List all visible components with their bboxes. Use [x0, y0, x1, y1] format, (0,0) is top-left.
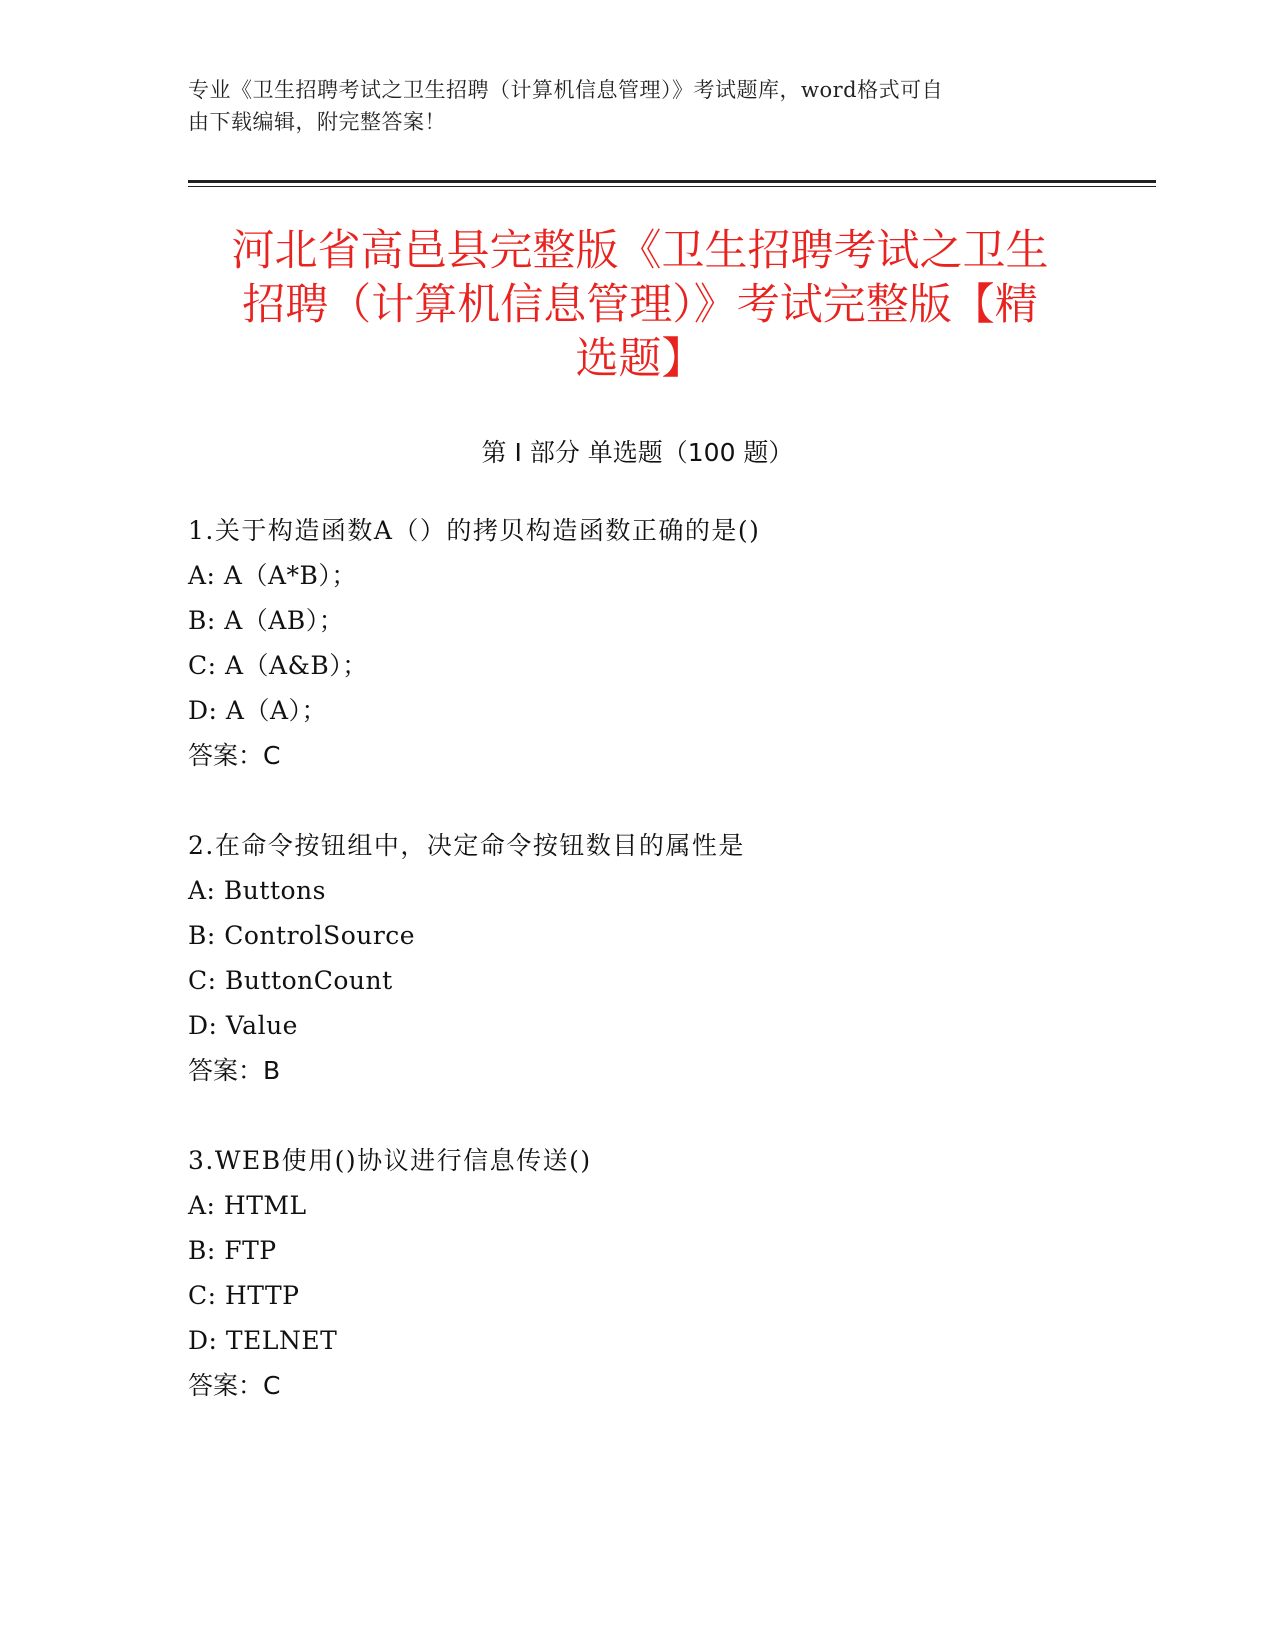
question-stem: 2.在命令按钮组中，决定命令按钮数目的属性是 [188, 831, 745, 860]
question-stem: 3.WEB使用()协议进行信息传送() [188, 1146, 592, 1175]
question-stem: 1.关于构造函数A（）的拷贝构造函数正确的是() [188, 516, 761, 545]
header-rule-thin [188, 186, 1156, 187]
option-d: D: A（A）； [188, 696, 328, 725]
question-2 [188, 823, 1088, 1093]
option-c: C: A（A&B）； [188, 651, 368, 680]
header-note-line-1: 专业《卫生招聘考试之卫生招聘（计算机信息管理）》考试题库，word格式可自 [188, 78, 944, 102]
option-c: C: HTTP [188, 1281, 300, 1310]
answer-label: 答案：C [188, 1371, 281, 1400]
option-b: B: A（AB）； [188, 606, 345, 635]
answer-label: 答案：B [188, 1056, 281, 1085]
header-rule-thick [188, 180, 1156, 183]
option-d: D: Value [188, 1011, 298, 1040]
option-a: A: A（A*B）； [188, 561, 357, 590]
title-line-1: 河北省高邑县完整版《卫生招聘考试之卫生 [231, 226, 1049, 276]
option-b: B: ControlSource [188, 921, 416, 950]
question-3 [188, 1138, 1088, 1408]
option-d: D: TELNET [188, 1326, 338, 1355]
option-a: A: Buttons [188, 876, 326, 905]
answer-label: 答案：C [188, 741, 281, 770]
option-c: C: ButtonCount [188, 966, 393, 995]
title-line-2: 招聘（计算机信息管理）》考试完整版【精 [242, 280, 1038, 330]
question-1 [188, 508, 1088, 778]
title-line-3: 选题】 [575, 334, 705, 384]
header-note [188, 74, 1068, 138]
section-heading: 第 I 部分 单选题（100 题） [481, 438, 794, 467]
header-note-line-2: 由下载编辑，附完整答案！ [188, 110, 446, 134]
document-title [190, 224, 1090, 386]
option-b: B: FTP [188, 1236, 277, 1265]
option-a: A: HTML [188, 1191, 307, 1220]
